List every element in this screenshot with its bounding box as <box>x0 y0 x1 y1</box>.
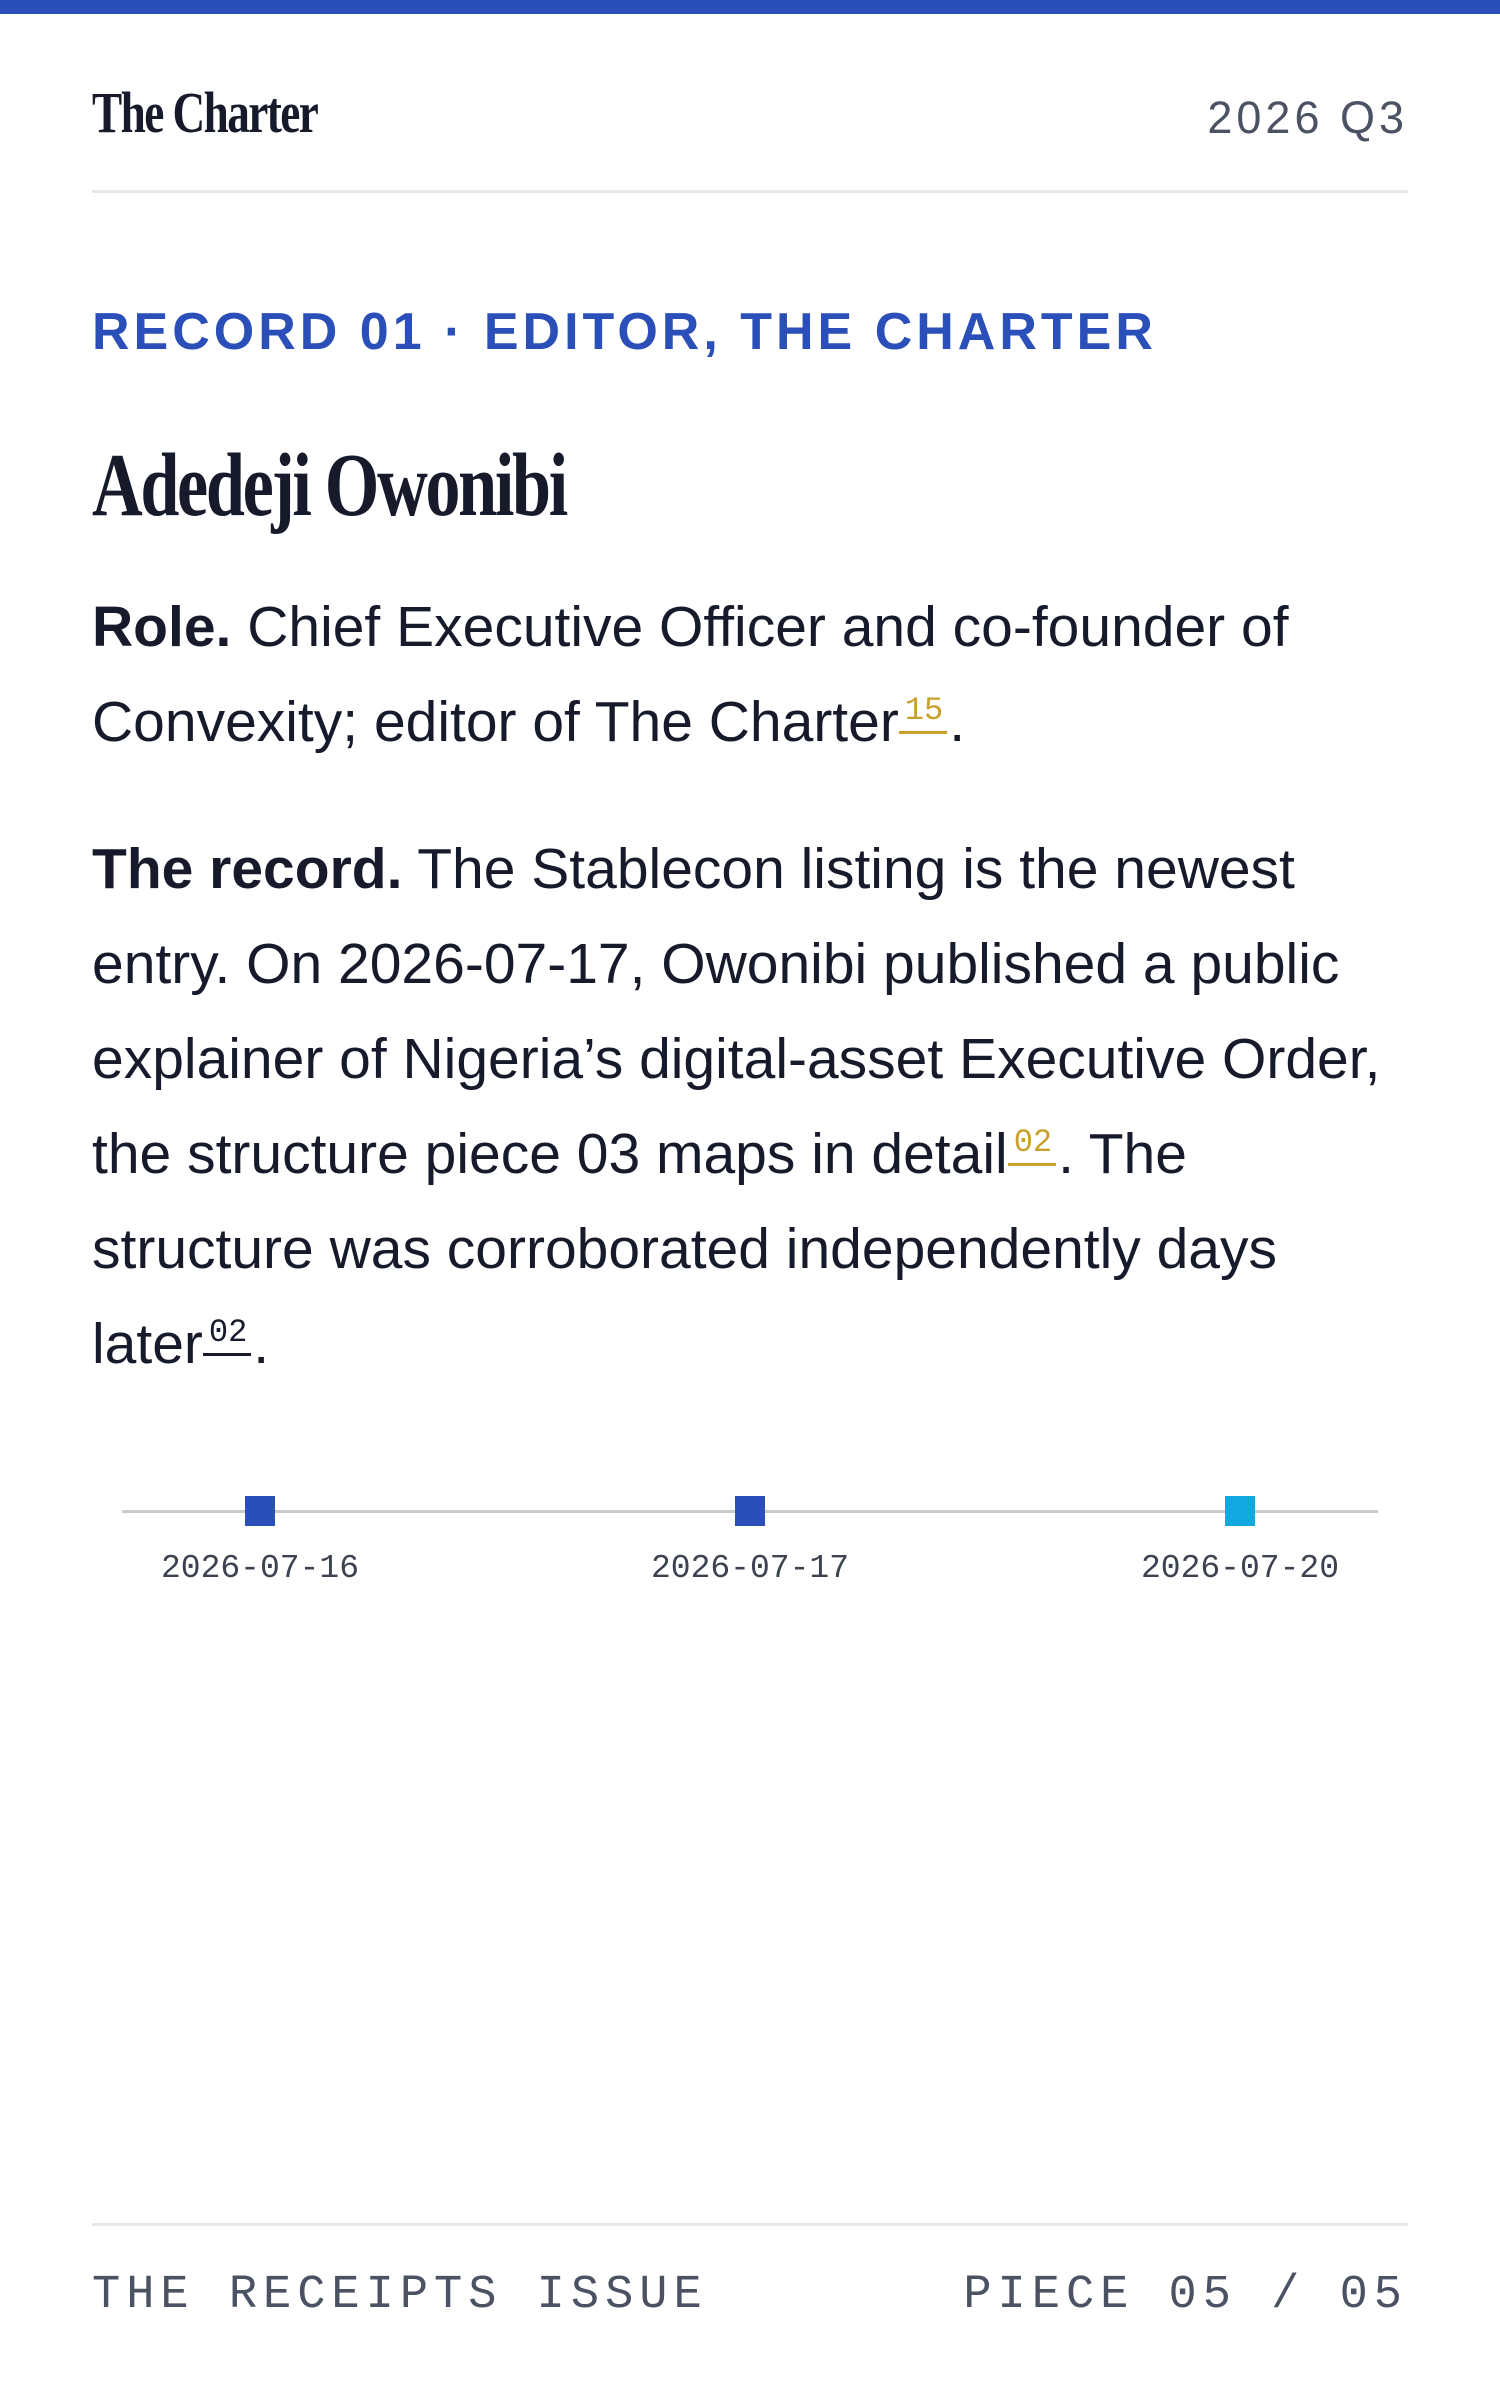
role-text: Chief Executive Officer and co-founder of Convexity; editor of The Charter <box>92 595 1289 754</box>
footnote-ref-link[interactable]: 02 <box>203 1314 251 1356</box>
record-paragraph: The record. The Stablecon listing is the newest entry. On 2026-07-17, Owonibi published a public explainer of Nigeria’s digital-asset Executive Order, the structure piece 03 maps in detail $^{02}$ . The structure was corroborated independently days later $^{02}$ . <box>92 837 1381 1376</box>
timeline-date-label: 2026-07-20 <box>1140 1550 1340 1587</box>
record-label: The record. <box>92 837 403 901</box>
role-paragraph: Role. Chief Executive Officer and co-founder of Convexity; editor of The Charter $^{15}$ . <box>92 595 1289 754</box>
footnote-ref-link[interactable]: 02 <box>1008 1124 1056 1166</box>
timeline-marker <box>735 1496 765 1526</box>
footnote-ref-link[interactable]: 15 <box>899 692 947 734</box>
footer-divider <box>92 2223 1408 2226</box>
record-text-continued: . The structure was corroborated independently days later <box>92 1122 1278 1376</box>
top-accent-bar <box>0 0 1500 14</box>
person-name: Adedeji Owonibi <box>92 436 566 535</box>
record-text: The Stablecon listing is the newest entry. On 2026-07-17, Owonibi published a public explainer of Nigeria’s digital-asset Executive Order, the structure piece 03 maps in detail <box>92 837 1381 1186</box>
timeline-marker <box>1225 1496 1255 1526</box>
timeline-date-label: 2026-07-16 <box>160 1550 360 1587</box>
record-kicker: RECORD 01 · EDITOR, THE CHARTER <box>92 303 1157 361</box>
masthead-logo: The Charter <box>92 80 318 145</box>
timeline <box>122 1490 1378 1610</box>
header-divider <box>92 190 1408 193</box>
issue-name: THE RECEIPTS ISSUE <box>92 2269 708 2322</box>
timeline-date-label: 2026-07-17 <box>650 1550 850 1587</box>
timeline-marker <box>245 1496 275 1526</box>
issue-date: 2026 Q3 <box>1207 92 1408 143</box>
piece-counter: PIECE 05 / 05 <box>963 2269 1408 2322</box>
role-label: Role. <box>92 595 232 659</box>
